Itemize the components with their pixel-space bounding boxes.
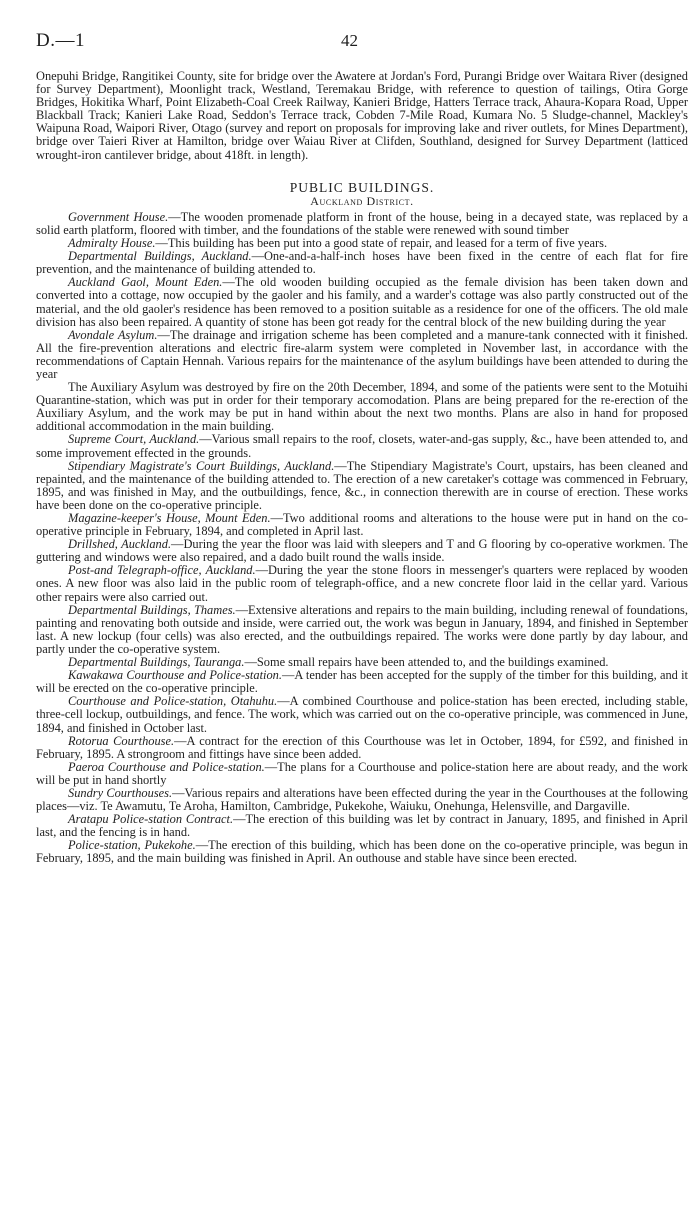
entry-title: Paeroa Courthouse and Police-station.	[68, 759, 265, 774]
page-header	[36, 0, 688, 70]
document-page	[36, 0, 688, 866]
entry-paragraph	[36, 250, 688, 276]
entry-title: Avondale Asylum.	[68, 327, 158, 342]
entry-title: Kawakawa Courthouse and Police-station.	[68, 668, 282, 683]
entry-text: —Two additional rooms and alterations to the house were put in hand on the co-operative principle in February, 1894, and completed in April last.	[36, 511, 688, 539]
entry-title: Departmental Buildings, Thames.	[68, 602, 236, 617]
entry-title: Supreme Court, Auckland.	[68, 432, 200, 447]
entry-paragraph	[36, 813, 688, 839]
entry-paragraph	[36, 433, 688, 459]
entry-title: Sundry Courthouses.	[68, 785, 173, 800]
entry-text: —Various repairs and alterations have been effected during the year in the Courthouses at the following places—viz. Te Awamutu, Te Aroha, Hamilton, Cambridge, Pukekohe, Waiuku, Onehunga, Helensville, and Dargaville.	[36, 785, 688, 814]
entry-title: Auckland Gaol, Mount Eden.	[68, 275, 223, 290]
entry-paragraph	[36, 695, 688, 734]
entry-text: —The Stipendiary Magistrate's Court, upstairs, has been cleaned and repainted, and the maintenance of the building attended to. The erection of a new caretaker's cottage was commenced in February, 1895, and was finished in May, and the outbuildings, fence, &c., in connection therewith are in course of erection. These works have been done on the co-operative principle.	[36, 458, 688, 512]
entry-paragraph	[36, 276, 688, 328]
entry-title: Government House.	[68, 209, 169, 224]
entry-text: —During the year the stone floors in messenger's quarters were replaced by wooden ones. A new floor was also laid in the public room of telegraph-office, and a new concrete floor laid in the cellar yard. Various other repairs were also carried out.	[36, 563, 688, 604]
entry-title: Aratapu Police-station Contract.	[68, 812, 234, 827]
entry-text: —The wooden promenade platform in front of the house, being in a decayed state, was replaced by a solid earth platform, floored with timber, and the foundations of the stable were renewed with sound timber	[36, 209, 688, 237]
entry-text: —This building has been put into a good state of repair, and leased for a term of five years.	[155, 236, 608, 251]
entry-title: Rotorua Courthouse.	[68, 733, 175, 748]
entry-text: —Extensive alterations and repairs to the main building, including renewal of foundations, painting and renovating both outside and inside, were carried out, the work was begun in January, 1894, and finished in September last. A new lockup (four cells) was also erected, and the outbuildings repaired. The works were done partly by day labour, and partly under the co-operative system.	[36, 602, 688, 656]
section-subheading: Auckland District.	[310, 193, 414, 208]
entry-text: —A tender has been accepted for the supply of the timber for this building, and it will be erected on the co-operative principle.	[36, 668, 689, 696]
entry-paragraph	[36, 735, 688, 761]
section-heading: PUBLIC BUILDINGS.	[289, 179, 435, 195]
entry-title: Post-and Telegraph-office, Auckland.	[68, 563, 256, 578]
entry-text: —The plans for a Courthouse and police-station here are about ready, and the work will be put in hand shortly	[36, 759, 688, 787]
entry-title: Magazine-keeper's House, Mount Eden.	[68, 511, 271, 525]
entry-paragraph	[36, 211, 688, 237]
intro-paragraph: Onepuhi Bridge, Rangitikei County, site for bridge over the Awatere at Jordan's Ford, Purangi Bridge over Waitara River (designed for Survey Department), Moonlight track, Westland, Teremakau Bridge, with reference to question of tailings, Otira Gorge Bridges, Hokitika Wharf, Point Elizabeth-Coal Creek Railway, Kanieri Bridge, Hatters Terrace track, Ahaura-Kopara Road, Upper Blackball Track; Kanieri Lake Road, Seddon's Terrace track, Cobden 7-Mile Road, Kumara No. 5 Sludge-channel, Mackley's Waipuna Road, Waipori River, Otago (survey and report on proposals for improving lake and river outlets, for Mines Department), bridge over Taieri River at Hamilton, bridge over Waiau River at Clifden, Southland, designed for Survey Department (latticed wrought-iron cantilever bridge, about 418ft. in length).	[36, 69, 688, 162]
entry-text: —Various small repairs to the roof, closets, water-and-gas supply, &c., have been attended to, and some improvement effected in the grounds.	[36, 432, 688, 460]
entry-paragraph	[36, 538, 688, 564]
entry-paragraph	[36, 787, 688, 813]
entries-list	[36, 211, 688, 866]
entry-text: —The erection of this building, which has been done on the co-operative principle, was begun in February, 1895, and the main building was finished in April. An outhouse and stable have since been erected.	[36, 838, 688, 866]
page-number: 42	[341, 31, 358, 50]
entry-title: Departmental Buildings, Auckland.	[68, 249, 252, 264]
document-reference: D.—1	[36, 30, 85, 51]
entry-text: —A combined Courthouse and police-station has been erected, including stable, three-cell lockup, outbuildings, and fence. The work, which was carried out on the co-operative principle, was commenced in June, 1894, and finished in October last.	[36, 694, 688, 735]
entry-text: —A contract for the erection of this Courthouse was let in October, 1894, for £592, and finished in February, 1895. A strongroom and fittings have since been added.	[36, 733, 688, 761]
entry-text: —The drainage and irrigation scheme has been completed and a manure-tank connected with it finished. All the fire-prevention alterations and electric fire-alarm system were completed in November last, in accordance with the recommendations of Captain Hennah. Various repairs for the maintenance of the asylum buildings have been attended to during the year	[36, 327, 688, 381]
entry-title: Courthouse and Police-station, Otahuhu.	[68, 694, 278, 709]
entry-paragraph	[36, 329, 688, 381]
body-text	[36, 70, 688, 866]
entry-paragraph	[36, 460, 688, 512]
entry-title: Stipendiary Magistrate's Court Buildings, Auckland.	[68, 458, 335, 473]
entry-paragraph	[36, 604, 688, 656]
entry-paragraph	[36, 564, 688, 603]
entry-text: —The old wooden building occupied as the female division has been taken down and converted into a cottage, now occupied by the gaoler and his family, and a warder's cottage was also partly constructed out of the material, and the old gaoler's residence has been removed to a position suitable as a residence for one of the officers. The old male division has also been repaired. A quantity of stone has been got ready for the central block of the new building during the year	[36, 275, 688, 329]
entry-title: Drillshed, Auckland.	[68, 537, 172, 552]
entry-title: Police-station, Pukekohe.	[68, 838, 196, 853]
entry-text: —The erection of this building was let by contract in January, 1895, and finished in April last, and the fencing is in hand.	[36, 812, 688, 840]
entry-text: —Some small repairs have been attended to, and the buildings examined.	[244, 655, 609, 670]
entry-text: —During the year the floor was laid with sleepers and T and G flooring by co-operative workmen. The guttering and windows were also repaired, and a dado built round the walls inside.	[36, 537, 688, 565]
entry-paragraph	[36, 839, 688, 865]
entry-paragraph	[36, 381, 688, 433]
entry-title: Admiralty House.	[68, 236, 156, 251]
entry-paragraph	[36, 761, 688, 787]
entry-paragraph	[36, 669, 688, 695]
entry-title: Departmental Buildings, Tauranga.	[68, 655, 245, 670]
entry-paragraph	[36, 512, 688, 538]
entry-text: The Auxiliary Asylum was destroyed by fire on the 20th December, 1894, and some of the patients were sent to the Motuihi Quarantine-station, which was put in order for their temporary accomodation. Plans are being prepared for the re-erection of the Auxiliary Asylum, and the work may be put in hand within about the next two months. Plans are also in hand for proposed additional accommodation in the main building.	[36, 380, 688, 434]
entry-text: —One-and-a-half-inch hoses have been fixed in the centre of each flat for fire prevention, and the maintenance of building attended to.	[36, 249, 688, 277]
